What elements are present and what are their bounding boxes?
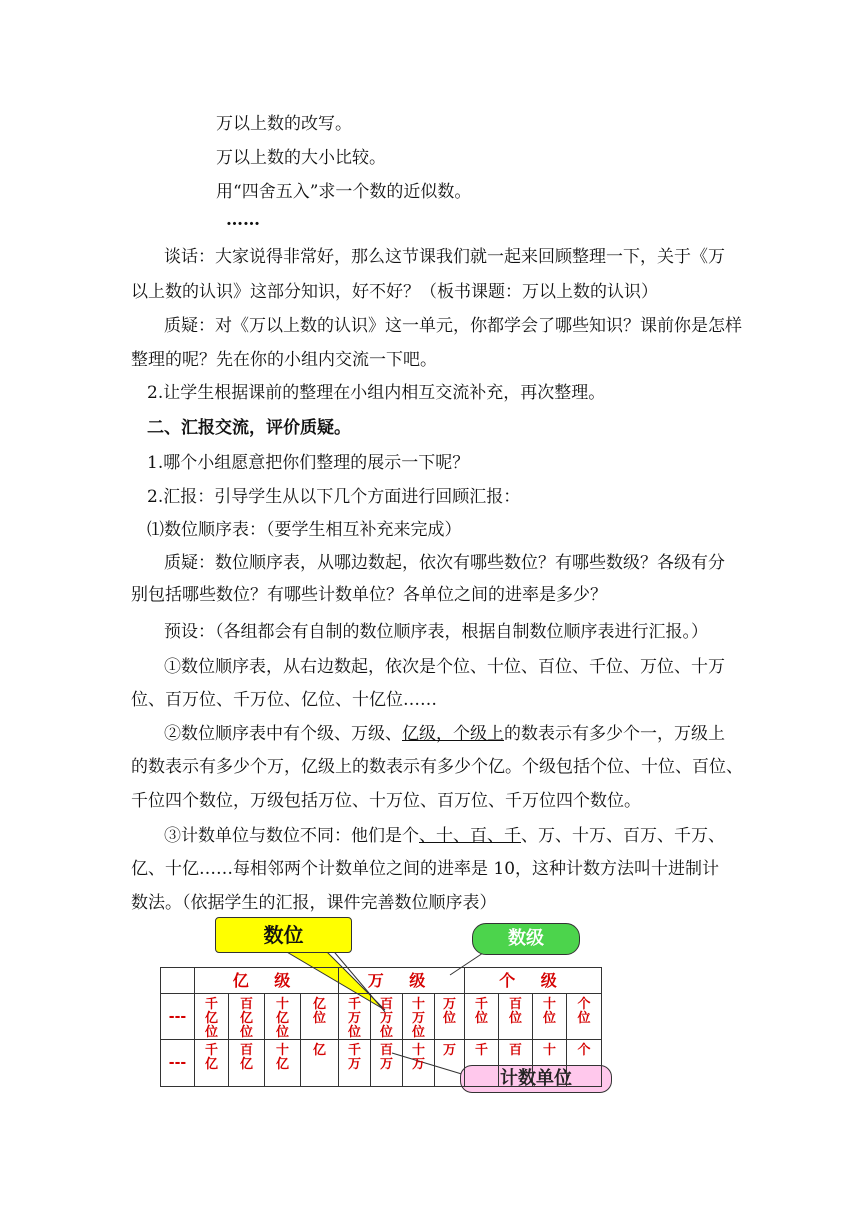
callout-levels: 数级 [472,923,580,955]
paragraph-preset: 预设：（各组都会有自制的数位顺序表，根据自制数位顺序表进行汇报。） [164,622,708,642]
place-value-figure [160,915,610,1095]
row_units-cell: 百万 [371,1040,403,1086]
group-header-yi: 亿 级 [195,968,339,994]
paragraph-talk-line2: 以上数的认识》这部分知识，好不好？（板书课题：万以上数的认识） [131,282,658,302]
row_digits-cell: 千亿位 [195,994,229,1040]
point-2-line1: ②数位顺序表中有个级、万级、亿级，个级上的数表示有多少个一，万级上 [164,724,725,744]
group-header-ge: 个 级 [465,968,601,994]
section-item-2: 2.汇报：引导学生从以下几个方面进行回顾汇报： [147,487,521,507]
row_digits-cell: 百亿位 [229,994,265,1040]
row_digits-cell: 亿位 [301,994,339,1040]
point-2-line3: 千位四个数位，万级包括万位、十万位、百万位、千万位四个数位。 [131,791,641,811]
paragraph-question-line1: 质疑：对《万以上数的认识》这一单元，你都学会了哪些知识？课前你是怎样 [164,316,742,336]
point-3-line1: ③计数单位与数位不同：他们是个、十、百、千、万、十万、百万、千万、 [164,826,725,846]
section-item-1: 1.哪个小组愿意把你们整理的展示一下呢？ [147,453,470,473]
row_units-cell: 百 [499,1040,533,1086]
row_units-cell: 个 [577,1043,591,1058]
row_units-cell: 亿 [301,1040,339,1086]
row_units-cell: 十 [533,1040,567,1086]
list-item: 用“四舍五入”求一个数的近似数。 [216,182,472,202]
callout-digits: 数位 [215,917,352,953]
row_units-cell: 十万 [403,1040,435,1086]
group-header-wan: 万 级 [339,968,465,994]
row_units-cell: 千 [465,1040,499,1086]
row_digits-cell: 十万位 [403,994,435,1040]
paragraph-talk-line1: 谈话：大家说得非常好，那么这节课我们就一起来回顾整理一下，关于《万 [164,247,725,267]
point-2-line2: 的数表示有多少个万，亿级上的数表示有多少个亿。个级包括个位、十位、百位、 [131,757,743,777]
list-item: …… [226,210,260,230]
corner-cell [161,968,195,994]
row_units-cell: 千万 [339,1040,371,1086]
row_digits-cell: 百万位 [371,994,403,1040]
step-2: 2.让学生根据课前的整理在小组内相互交流补充，再次整理。 [147,383,606,403]
row_digits-cell: 千万位 [339,994,371,1040]
list-item: 万以上数的改写。 [216,114,352,134]
ellipsis-cell: --- [161,1040,195,1086]
paragraph-question-line2: 整理的呢？先在你的小组内交流一下吧。 [131,350,437,370]
row_digits-cell: 个位 [567,994,601,1040]
paragraph-question2-line2: 别包括哪些数位？有哪些计数单位？各单位之间的进率是多少？ [131,585,607,605]
row_digits-cell: 百位 [499,994,533,1040]
point-1-line2: 位、百万位、千万位、亿位、十亿位…… [131,690,437,710]
sub-item-1: ⑴数位顺序表：（要学生相互补充来完成） [147,520,462,540]
row_digits-cell: 十亿位 [265,994,301,1040]
place-value-table [160,967,602,1087]
row_digits-cell: 万位 [435,994,465,1040]
row_units-cell: 万 [435,1040,465,1086]
row_units-cell: 十亿 [265,1040,301,1086]
row_digits-cell: 千位 [465,994,499,1040]
row_units-cell: 百亿 [229,1040,265,1086]
point-1-line1: ①数位顺序表，从右边数起，依次是个位、十位、百位、千位、万位、十万 [164,657,725,677]
list-item: 万以上数的大小比较。 [216,148,386,168]
paragraph-question2-line1: 质疑：数位顺序表，从哪边数起，依次有哪些数位？有哪些数级？各级有分 [164,553,725,573]
ellipsis-cell: --- [161,994,195,1040]
row_digits-cell: 十位 [533,994,567,1040]
point-3-line2: 亿、十亿……每相邻两个计数单位之间的进率是 10，这种计数方法叫十进制计 [131,859,720,879]
callout-units: 计数单位 [460,1065,612,1093]
row_units-cell: 千亿 [195,1040,229,1086]
point-3-line3: 数法。（依据学生的汇报，课件完善数位顺序表） [131,893,497,913]
section-title: 二、汇报交流，评价质疑。 [147,418,351,438]
